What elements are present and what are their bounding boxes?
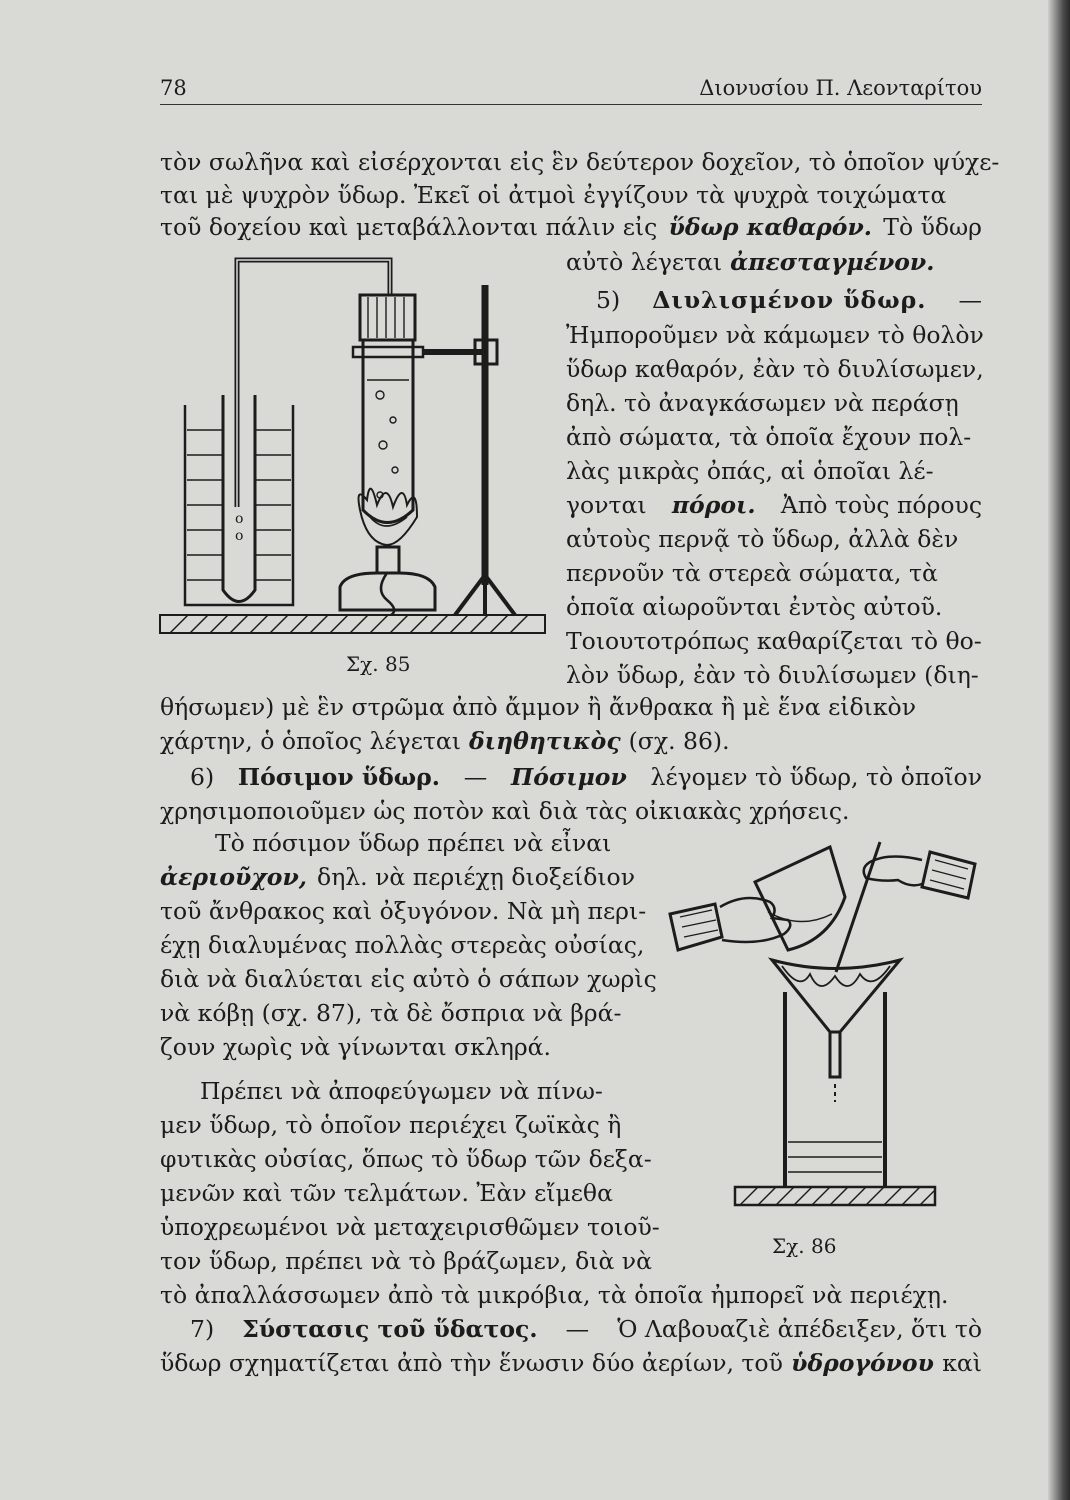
text-line: μενῶν καὶ τῶν τελμάτων. Ἐὰν εἴμεθα — [160, 1179, 613, 1207]
svg-text:o: o — [235, 511, 244, 527]
text-line: ὁποῖα αἰωροῦνται ἐντὸς αὐτοῦ. — [566, 593, 943, 621]
text-line: Τὸ πόσιμον ὕδωρ πρέπει νὰ εἶναι — [215, 829, 612, 857]
text-line: τον ὕδωρ, πρέπει νὰ τὸ βράζωμεν, διὰ νὰ — [160, 1247, 652, 1275]
text-line: χάρτην, ὁ ὁποῖος λέγεται διηθητικὸς (σχ. 86). — [160, 727, 730, 755]
page-header — [160, 72, 982, 104]
text-line: ζουν χωρὶς νὰ γίνωνται σκληρά. — [160, 1033, 552, 1061]
text-line: Τοιουτοτρόπως καθαρίζεται τὸ θο- — [566, 627, 982, 655]
text-line: θήσωμεν) μὲ ἓν στρῶμα ἀπὸ ἄμμον ἢ ἄνθρακα ἢ μὲ ἕνα εἰδικὸν — [160, 693, 916, 721]
text-line: ὑποχρεωμένοι νὰ μεταχειρισθῶμεν τοιοῦ- — [160, 1213, 660, 1241]
text-line: διὰ νὰ διαλύεται εἰς αὐτὸ ὁ σάπων χωρὶς — [160, 965, 657, 993]
text-line: νὰ κόβῃ (σχ. 87), τὰ δὲ ὄσπρια νὰ βρά- — [160, 999, 622, 1027]
text-line: έχῃ διαλυμένας πολλὰς στερεὰς οὐσίας, — [160, 931, 645, 959]
text-line: περνοῦν τὰ στερεὰ σώματα, τὰ — [566, 559, 938, 587]
term-pores: πόροι. — [671, 491, 756, 519]
text-line: μεν ὕδωρ, τὸ ὁποῖον περιέχει ζωϊκὰς ἢ — [160, 1111, 622, 1139]
text-line: ται μὲ ψυχρὸν ὕδωρ. Ἐκεῖ οἱ ἀτμοὶ ἐγγίζουν τὰ ψυχρὰ τοιχώματα — [160, 181, 947, 209]
running-title: Διονυσίου Π. Λεονταρίτου — [699, 76, 982, 100]
text-line: τὸν σωλῆνα καὶ εἰσέρχονται εἰς ἓν δεύτερον δοχεῖον, τὸ ὁποῖον ψύχε- — [160, 148, 1000, 176]
text-line: χρησιμοποιοῦμεν ὡς ποτὸν καὶ διὰ τὰς οἰκιακὰς χρήσεις. — [160, 797, 850, 825]
text-line: λὸν ὕδωρ, ἐὰν τὸ διυλίσωμεν (διη- — [566, 661, 979, 689]
term-filter-paper: διηθητικὸς — [468, 727, 621, 755]
term-distilled: ἀπεσταγμένον. — [730, 248, 935, 276]
figure-85-distillation — [155, 255, 550, 640]
section-heading-7: 7) Σύστασις τοῦ ὕδατος. — Ὁ Λαβουαζιὲ ἀπέδειξεν, ὅτι τὸ — [190, 1315, 982, 1343]
header-rule — [160, 104, 982, 105]
figure-86-caption: Σχ. 86 — [772, 1234, 837, 1258]
text-line: αὐτοὺς περνᾷ τὸ ὕδωρ, ἀλλὰ δὲν — [566, 525, 959, 553]
book-spine-shadow — [1048, 0, 1070, 1500]
section-heading-5: 5) Διυλισμένον ὕδωρ. — — [596, 286, 982, 314]
text-line: τὸ ἀπαλλάσσωμεν ἀπὸ τὰ μικρόβια, τὰ ὁποῖα ἠμπορεῖ νὰ περιέχῃ. — [160, 1281, 949, 1309]
text-line: γονται πόροι. Ἀπὸ τοὺς πόρους — [566, 491, 982, 519]
term-hydrogen: ὑδρογόνου — [791, 1349, 934, 1377]
text-line: τοῦ ἄνθρακος καὶ ὀξυγόνον. Νὰ μὴ περι- — [160, 897, 647, 925]
section-heading-6: 6) Πόσιμον ὕδωρ. — Πόσιμον λέγομεν τὸ ὕδωρ, τὸ ὁποῖον — [190, 763, 982, 791]
page-number: 78 — [160, 76, 187, 100]
text-line: ἀπὸ σώματα, τὰ ὁποῖα ἔχουν πολ- — [566, 423, 972, 451]
term-aerated: ἀεριοῦχον, — [160, 863, 307, 891]
text-line: ὕδωρ καθαρόν, ἐὰν τὸ διυλίσωμεν, — [566, 355, 984, 383]
term-pure-water: ὕδωρ καθαρόν. — [668, 213, 872, 241]
text-line: δηλ. τὸ ἀναγκάσωμεν νὰ περάσῃ — [566, 389, 959, 417]
figure-85-caption: Σχ. 85 — [346, 652, 411, 676]
text-line: ἀεριοῦχον, δηλ. νὰ περιέχῃ διοξείδιον — [160, 863, 635, 891]
text-line: Ἠμποροῦμεν νὰ κάμωμεν τὸ θολὸν — [566, 321, 984, 349]
svg-text:o: o — [235, 528, 244, 544]
figure-86-filtration — [660, 842, 990, 1232]
text-line: αὐτὸ λέγεται ἀπεσταγμένον. — [566, 248, 935, 276]
text-line: λὰς μικρὰς ὀπάς, αἱ ὁποῖαι λέ- — [566, 457, 934, 485]
text-line: Πρέπει νὰ ἀποφεύγωμεν νὰ πίνω- — [200, 1077, 603, 1105]
text-line: τοῦ δοχείου καὶ μεταβάλλονται πάλιν εἰς ὕδωρ καθαρόν. Τὸ ὕδωρ — [160, 213, 982, 241]
text-line: ὕδωρ σχηματίζεται ἀπὸ τὴν ἕνωσιν δύο ἀερίων, τοῦ ὑδρογόνου καὶ — [160, 1349, 982, 1377]
text-line: φυτικὰς οὐσίας, ὅπως τὸ ὕδωρ τῶν δεξα- — [160, 1145, 652, 1173]
